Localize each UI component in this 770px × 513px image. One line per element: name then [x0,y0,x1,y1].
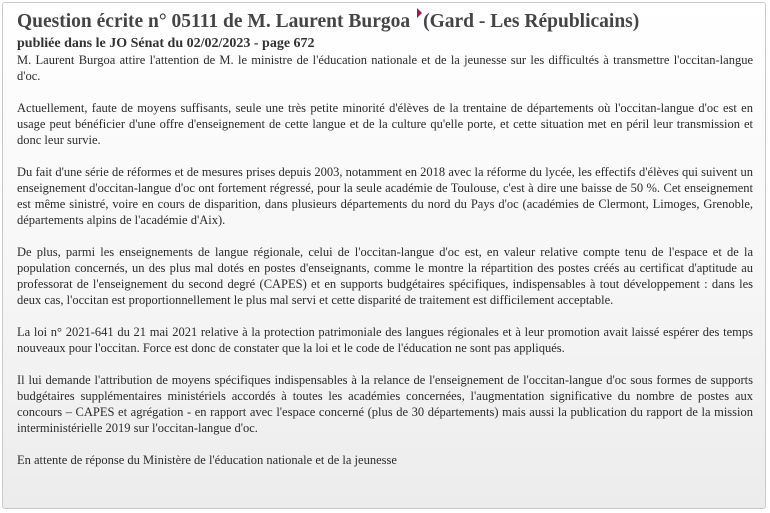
right-triangle-icon [417,8,422,18]
question-card [2,2,766,509]
question-title-group: (Gard - Les Républicains) [423,11,640,32]
question-paragraph-2: Actuellement, faute de moyens suffisants, seule une très petite minorité d'élèves de la trentaine de départements où l'occitan-langue d'oc est en usage peut bénéficier d'une offre d'enseignement de cette langue et de la culture qu'elle porte, et cette situation met en péril leur transmission et donc leur survie. [17,101,753,147]
question-paragraph-3: Du fait d'une série de réformes et de mesures prises depuis 2003, notamment en 2018 avec la réforme du lycée, les effectifs d'élèves qui suivent un enseignement d'occitan-langue d'oc ont fortement régressé, pour la seule académie de Toulouse, c'est à dire une baisse de 50 %. Cet enseignement est même sinistré, voire en cours de disparition, dans plusieurs départements du nord du Pays d'oc (académies de Clermont, Limoges, Grenoble, départements alpins de l'académie d'Aix). [17,165,753,227]
question-paragraph-4: De plus, parmi les enseignements de langue régionale, celui de l'occitan-langue d'oc est, en valeur relative compte tenu de l'espace et de la population concernés, un des plus mal dotés en postes d'enseignants, comme le montre la répartition des postes créés au certificat d'aptitude au professorat de l'enseignement du second degré (CAPES) et en supports budgétaires spécifiques, indispensables à tout développement : dans les deux cas, l'occitan est proportionnellement le plus mal servi et cette disparité de traitement est difficilement acceptable. [17,245,753,307]
question-paragraph-1: M. Laurent Burgoa attire l'attention de M. le ministre de l'éducation nationale et de la jeunesse sur les difficultés à transmettre l'occitan-langue d'oc. [17,53,753,83]
question-body [17,52,753,436]
answer-status: En attente de réponse du Ministère de l'éducation nationale et de la jeunesse [17,453,397,467]
publication-line: publiée dans le JO Sénat du 02/02/2023 - page 672 [17,36,315,51]
question-title-main: Question écrite n° 05111 de M. Laurent Burgoa [17,11,411,32]
question-paragraph-6: Il lui demande l'attribution de moyens spécifiques indispensables à la relance de l'enseignement de l'occitan-langue d'oc sous formes de supports budgétaires supplémentaires ministériels accordés à toutes les académies concernées, l'augmentation significative du nombre de postes aux concours – CAPES et agrégation - en rapport avec l'espace concerné (plus de 30 départements) mais aussi la publication du rapport de la mission interministérielle 2019 sur l'occitan-langue d'oc. [17,373,753,435]
question-paragraph-5: La loi n° 2021-641 du 21 mai 2021 relative à la protection patrimoniale des langues régionales et à leur promotion avait laissé espérer des temps nouveaux pour l'occitan. Force est donc de constater que la loi et le code de l'éducation ne sont pas appliqués. [17,325,753,355]
question-title [17,8,753,34]
